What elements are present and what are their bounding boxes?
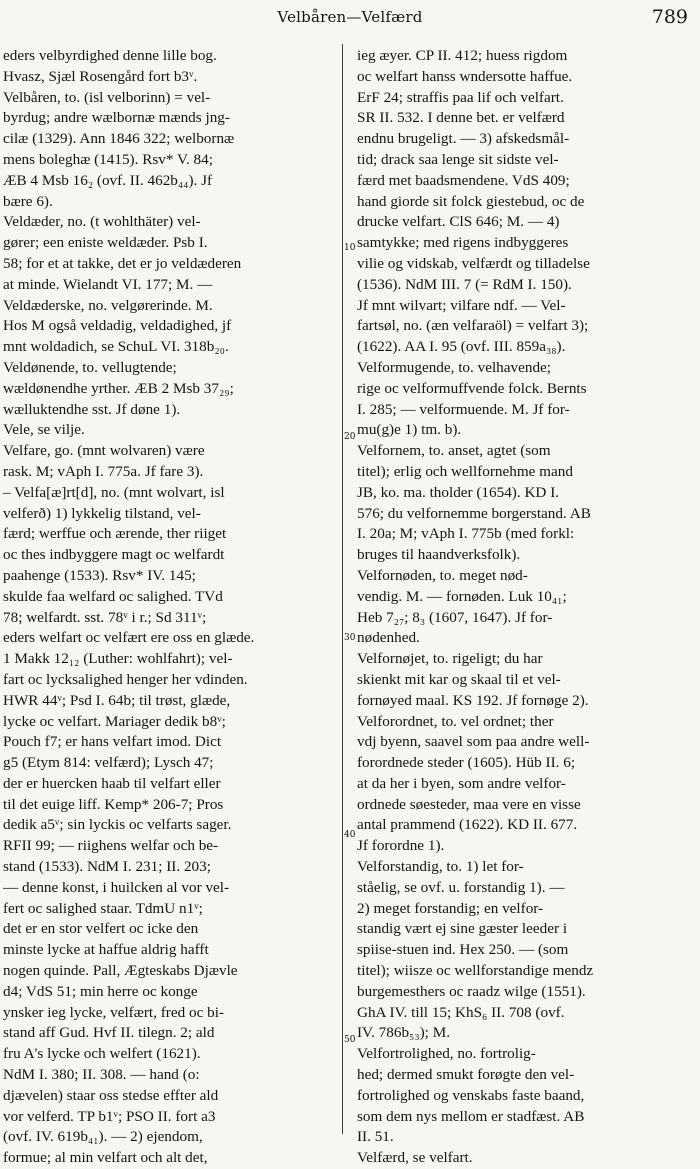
text-line: lycke oc velfart. Mariager dedik b8ᵛ;: [3, 712, 226, 730]
text-line: ErF 24; straffis paa lif och velfart.: [357, 88, 564, 106]
text-line: rask. M; vAph I. 775a. Jf fare 3).: [3, 462, 204, 480]
text-line: stand (1533). NdM I. 231; II. 203;: [3, 858, 211, 876]
text-line: wældønendhe yrther. ÆB 2 Msb 37₂₉;: [3, 379, 234, 397]
text-line: JB, ko. ma. tholder (1654). KD I.: [357, 483, 560, 501]
running-header: [0, 2, 700, 34]
text-line: oc thes indbyggere magt oc welfardt: [3, 546, 225, 564]
text-line: at minde. Wielandt VI. 177; M. —: [3, 275, 213, 293]
text-line: Velformugende, to. velhavende;: [357, 358, 551, 376]
text-line: – Velfa[æ]rt[d], no. (mnt wolvart, isl: [3, 483, 225, 501]
text-line: vdj byenn, saavel som paa andre well-: [357, 733, 590, 751]
text-line: vor velferd. TP b1ᵛ; PSO II. fort a3: [3, 1107, 216, 1125]
text-line: bruges til haandverksfolk).: [357, 546, 521, 564]
text-line: færd met baadsmendene. VdS 409;: [357, 171, 570, 189]
text-line: Pouch f7; er hans velfart imod. Dict: [3, 733, 222, 751]
page-number: 789: [651, 6, 688, 28]
text-line: IV. 786b₅₃); M.: [357, 1024, 450, 1042]
text-line: fortrolighed og venskabs faste baand,: [357, 1086, 585, 1104]
text-line: velferð) 1) lykkelig tilstand, vel-: [3, 504, 201, 522]
text-line: fartsøl, no. (æn velfaraöl) = velfart 3);: [357, 317, 589, 335]
text-line: at da her i byen, som andre velfor-: [357, 774, 566, 792]
text-line: RFII 99; — riighens welfar och be-: [3, 837, 219, 855]
text-line: bære 6).: [3, 192, 53, 210]
text-line: der er huercken haab til velfart eller: [3, 774, 221, 792]
text-line: — denne konst, i huilcken al vor vel-: [3, 878, 230, 896]
text-line: endnu brugeligt. — 3) afskedsmål-: [357, 130, 570, 148]
text-line: skulde faa welfard oc salighed. TVd: [3, 587, 223, 605]
text-line: Velforordnet, to. vel ordnet; ther: [357, 712, 554, 730]
text-line: mu(g)e 1) tm. b).: [357, 421, 462, 439]
text-line: fart oc lycksalighed henger her vdinden.: [3, 670, 248, 688]
text-line: spiise-stuen ind. Hex 250. — (som: [357, 941, 569, 959]
text-line: Hos M også veldadig, veldadighed, jf: [3, 317, 232, 335]
text-line: Hvasz, Sjæl Rosengård fort b3ᵛ.: [3, 67, 198, 85]
right-column: [357, 46, 691, 1169]
margin-line-number: 40: [344, 830, 356, 840]
text-line: Veldønende, to. vellugtende;: [3, 358, 177, 376]
text-line: Vele, se vilje.: [3, 421, 85, 439]
text-line: Velfornem, to. anset, agtet (som: [357, 442, 551, 460]
text-line: djævelen) staar oss stedse effter ald: [3, 1086, 219, 1104]
text-line: Velbåren, to. (isl velborinn) = vel-: [3, 88, 211, 106]
text-line: ieg æyer. CP II. 412; huess rigdom: [357, 47, 568, 64]
text-line: ståelig, se ovf. u. forstandig 1). —: [357, 878, 565, 896]
text-line: burgemesthers oc raadz wilge (1551).: [357, 982, 586, 1000]
text-line: Velfornøden, to. meget nød-: [357, 566, 528, 584]
text-line: hed; dermed smukt forøgte den vel-: [357, 1066, 575, 1084]
margin-line-number: 50: [344, 1035, 356, 1045]
text-line: fru A's lycke och welfert (1621).: [3, 1045, 201, 1063]
text-line: paahenge (1533). Rsv* IV. 145;: [3, 566, 196, 584]
text-line: Veldæder, no. (t wohlthäter) vel-: [3, 213, 201, 231]
text-line: drucke velfart. ClS 646; M. — 4): [357, 213, 560, 231]
text-line: fornøyed maal. KS 192. Jf fornøge 2).: [357, 691, 589, 709]
text-line: oc welfart hanss wndersotte haffue.: [357, 67, 573, 85]
text-line: Velfare, go. (mnt wolvaren) være: [3, 442, 205, 460]
text-line: formue; al min velfart och alt det,: [3, 1149, 208, 1167]
text-line: 2) meget forstandig; en velfor-: [357, 899, 544, 917]
text-line: samtykke; med rigens indbyggeres: [357, 234, 569, 252]
text-line: hand giorde sit folck giestebud, oc de: [357, 192, 585, 210]
text-line: som dem nys mellom er stadfæst. AB: [357, 1107, 585, 1125]
text-line: Velfortrolighed, no. fortrolig-: [357, 1045, 536, 1063]
text-line: tid; drack saa lenge sit sidste vel-: [357, 150, 559, 168]
text-line: stand aff Gud. Hvf II. tilegn. 2; ald: [3, 1024, 215, 1042]
text-line: g5 (Etym 814: velfærd); Lysch 47;: [3, 754, 214, 772]
text-line: 78; welfardt. sst. 78ᵛ i r.; Sd 311ᵛ;: [3, 608, 207, 626]
text-line: titel); erlig och wellfornehme mand: [357, 462, 573, 480]
text-line: d4; VdS 51; min herre oc konge: [3, 982, 198, 1000]
text-line: I. 285; — velformuende. M. Jf for-: [357, 400, 570, 418]
margin-line-number: 10: [344, 243, 356, 253]
text-line: ordnede søesteder, maa vere en visse: [357, 795, 581, 813]
text-line: standig vært ej sine gæster leeder i: [357, 920, 568, 938]
running-title: Velbåren—Velfærd: [277, 8, 423, 26]
text-line: Heb 7₂₇; 8₃ (1607, 1647). Jf for-: [357, 608, 553, 626]
text-line: titel); wiisze oc wellforstandige mendz: [357, 962, 594, 980]
text-line: II. 51.: [357, 1128, 394, 1146]
text-line: ynsker ieg lycke, velfært, fred oc bi-: [3, 1003, 224, 1021]
text-line: skienkt mit kar og skaal til et vel-: [357, 670, 561, 688]
margin-line-number: 30: [344, 633, 356, 643]
text-line: eders welfart oc velfært ere oss en glæde.: [3, 629, 255, 647]
text-line: (ovf. IV. 619b₄₁). — 2) ejendom,: [3, 1128, 203, 1146]
text-line: 58; for et at takke, det er jo veldæderen: [3, 254, 242, 272]
text-line: (1536). NdM III. 7 (= RdM I. 150).: [357, 275, 572, 293]
text-line: vilie og vidskab, velfærdt og tilladelse: [357, 254, 590, 272]
text-line: byrdug; andre wælbornæ mænds jng-: [3, 109, 230, 127]
text-line: eders velbyrdighed denne lille bog.: [3, 47, 217, 64]
text-line: nogen quinde. Pall, Ægteskabs Djævle: [3, 962, 238, 980]
column-divider: [342, 44, 343, 1134]
text-line: HWR 44ᵛ; Psd I. 64b; til trøst, glæde,: [3, 691, 231, 709]
text-line: fert oc salighed staar. TdmU n1ᵛ;: [3, 899, 203, 917]
text-line: Jf mnt wilvart; vilfare ndf. — Vel-: [357, 296, 566, 314]
text-line: dedik a5ᵛ; sin lyckis oc velfarts sager.: [3, 816, 232, 834]
text-line: SR II. 532. I denne bet. er velfærd: [357, 109, 565, 127]
text-line: GhA IV. till 15; KhS₆ II. 708 (ovf.: [357, 1003, 565, 1021]
left-column: [3, 46, 337, 1169]
text-line: minste lycke at haffue aldrig hafft: [3, 941, 209, 959]
margin-line-number: 20: [344, 432, 356, 442]
text-line: ÆB 4 Msb 16₂ (ovf. II. 462b₄₄). Jf: [3, 171, 213, 189]
text-line: Jf forordne 1).: [357, 837, 445, 855]
text-line: færd; werffue och ærende, ther riiget: [3, 525, 227, 543]
text-line: NdM I. 380; II. 308. — hand (o:: [3, 1066, 200, 1084]
text-line: til det euige liff. Kemp* 206-7; Pros: [3, 795, 224, 813]
text-line: det er en stor velfert oc icke den: [3, 920, 199, 938]
text-line: cilæ (1329). Ann 1846 322; welbornæ: [3, 130, 235, 148]
text-line: gører; een eniste weldæder. Psb I.: [3, 234, 208, 252]
text-line: 576; du velfornemme borgerstand. AB: [357, 504, 591, 522]
text-line: vendig. M. — fornøden. Luk 10₄₁;: [357, 587, 567, 605]
text-line: mnt woldadich, se SchuL VI. 318b₂₀.: [3, 338, 229, 356]
text-line: nødenhed.: [357, 629, 420, 647]
text-line: wælluktendhe sst. Jf døne 1).: [3, 400, 181, 418]
text-line: Veldæderske, no. velgørerinde. M.: [3, 296, 213, 314]
text-line: Velforstandig, to. 1) let for-: [357, 858, 524, 876]
text-line: Velfærd, se velfart.: [357, 1149, 473, 1167]
text-line: Velfornøjet, to. rigeligt; du har: [357, 650, 543, 668]
text-line: mens boleghæ (1415). Rsv* V. 84;: [3, 150, 213, 168]
text-line: rige oc velformuffvende folck. Bernts: [357, 379, 587, 397]
text-line: I. 20a; M; vAph I. 775b (med forkl:: [357, 525, 575, 543]
text-line: antal prammend (1622). KD II. 677.: [357, 816, 578, 834]
text-line: 1 Makk 12₁₂ (Luther: wohlfahrt); vel-: [3, 650, 233, 668]
text-line: (1622). AA I. 95 (ovf. III. 859a₃₈).: [357, 338, 566, 356]
text-line: forordnede steder (1605). Hüb II. 6;: [357, 754, 576, 772]
